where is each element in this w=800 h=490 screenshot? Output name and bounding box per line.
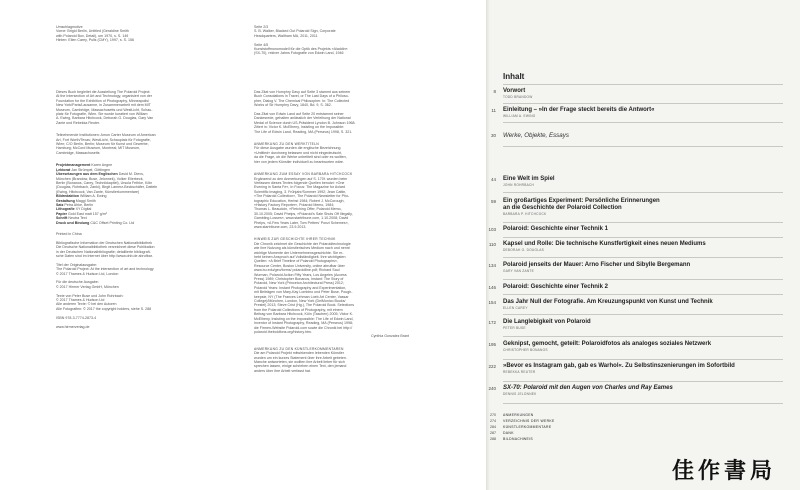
technik-note [254, 242, 429, 335]
text-line: Texte von Peter Buse und John Rohrbach: [56, 293, 124, 298]
toc-entry-title: Kapsel und Rolle: Die technische Kunstfertigkeit eines neuen Mediums [503, 241, 706, 247]
credit-value: Maggi Smith [75, 198, 96, 203]
toc-entry-title: »Bevor es Instagram gab, gab es Warhol«. Zu Selbstinszenierungen im Sofortbild [503, 363, 735, 369]
text-line: die Firmen-Website Polaroid.com sowie die Chronik bei http:// [254, 325, 353, 330]
toc-page-number: 270 [490, 413, 496, 417]
text-line: Zante und Rebekka Reuter. [56, 120, 100, 125]
toc-entry-title: Vorwort [503, 88, 526, 94]
text-line: tographic Education, Herbst 1984; Robert J. McCorough, [254, 198, 345, 203]
toc-section-title: Werke, Objekte, Essays [503, 132, 569, 139]
credit-value: David M. Dievs, [118, 172, 144, 177]
text-line: Prestel) 2013; Steve Crist (Hg.), The Polaroid Book. Selections [254, 303, 355, 308]
credit-label: Druck und Bindung [56, 220, 90, 225]
text-line: Hamburg; McCord Museum, Montreal; MIT Museum, [56, 146, 141, 151]
kuenstler-note [254, 351, 429, 373]
page-image-notes [254, 25, 414, 56]
text-line: Inventor of Instant Photography, Reading, MA (Perseus) 1998; [254, 321, 354, 326]
text-line: sprechen lassen, einige schrieben einen Text, den jemand [254, 364, 347, 369]
toc-page-number: 288 [490, 437, 496, 441]
text-line: Wurman, Polaroid Action Fifty Years, Los Angeles (Access [254, 272, 347, 277]
toc-entry-title: Polaroid jenseits der Mauer: Arno Fischer und Sibylle Bergemann [503, 262, 691, 268]
text-line: Thomas L. Beaudoin, »Fletching Offer, Polaroid Memo, [254, 207, 342, 212]
text-line: hebt keinen Anspruch auf Vollständigkeit. Ihre wichtigsten [254, 255, 346, 259]
text-line: Dankesrede, gehalten anlässlich der Verleihung der National [254, 116, 351, 121]
credit-value: Karen Angne [91, 163, 113, 168]
toc-entry-title: Polaroid: Geschichte einer Technik 1 [503, 226, 608, 232]
credit-value: (Douglas, Rohrbach, Zanki), Birgit Lamerz-Beckschäfer, Datteln [56, 185, 158, 190]
text-line: anders über ihre Arbeit verfasst hat. [254, 368, 311, 373]
toc-page-number: 240 [488, 386, 496, 391]
text-line: »Untitled« durchweg belassen und nicht eingedeutscht, [254, 150, 343, 155]
toc-divider [503, 359, 783, 360]
hitchcock-note [254, 177, 429, 230]
credit-label: Satz [56, 202, 64, 207]
text-line: da die Frage, ob die Werke unbetitelt sind oder es wollten, [254, 155, 347, 160]
toc-entry-author: REBEKKA REUTER [503, 370, 536, 375]
text-line: Die am Polaroid Projekt mitwirkenden lebenden Künstler [254, 351, 344, 356]
toc-page-number: 110 [488, 242, 496, 247]
toc-appendix-title: ANMERKUNGEN [503, 413, 534, 417]
credit-value: Jan Strümpel, Göttingen [71, 167, 110, 172]
text-line: wie ihre Nutzung als künstlerisches Medium nach und nennt [254, 246, 350, 251]
toc-appendix-title: KÜNSTLERKOMMENTARE [503, 425, 552, 429]
text-line: © 2017 Hirmer Verlag GmbH, München [56, 284, 119, 289]
toc-entry-title: Die Langlebigkeit von Polaroid [503, 319, 591, 325]
text-line: Polaroid, New York (Princeton Architectural Press) 2012; [254, 281, 344, 286]
text-line: Hinten: Ellen Carey, Pulls (CMY), 1997, s. S. 156 [56, 38, 135, 43]
text-line: Dieses Buch begleitet die Ausstellung The Polaroid Project: [56, 90, 151, 94]
text-line: from the Polaroid Collections of Photography, mit einem [254, 307, 343, 312]
text-line: mit Beiträgen von Mary-Kay Lombino und Peter Buse, Pough- [254, 290, 353, 295]
credit-value: William A. Ewing [79, 194, 107, 199]
text-line: Seite 2/3 [254, 25, 269, 29]
toc-divider [503, 237, 783, 238]
credit-value: XY Digital [75, 207, 92, 212]
credit-label: Schrift [56, 216, 68, 221]
credit-label: Papier [56, 211, 67, 216]
text-line: The Life of Edwin Land, Reading, MA (Perseus) 1998, S. 321. [254, 129, 353, 134]
toc-divider [503, 257, 783, 258]
text-line: platz für Fotografie, Wien. Sie wurde kuratiert von William [56, 112, 148, 117]
toc-divider [503, 222, 783, 223]
text-line: in der Deutschen Nationalbibliografie; detaillierte bibliografi- [56, 249, 151, 254]
toc-entry-title: Polaroid: Geschichte einer Technik 2 [503, 284, 608, 290]
text-line: At the Intersection of Art and Technology, organisiert von der [56, 94, 152, 99]
text-line: Das Zitat von Humphry Davy auf Seite 3 stammt aus seinem [254, 90, 351, 94]
text-line: Wien; C/O Berlin, Berlin; Museum für Kunst und Gewerbe, [56, 142, 149, 147]
text-line: Vorne: Brigid Berlin, Untitled (Geraldine Smith [56, 29, 129, 34]
text-line: Die Chronik zeichnet die Geschichte der Polaroidtechnologie [254, 241, 351, 246]
text-line: Seite 4/5 [254, 42, 269, 47]
text-line: Quellen: »A Brief Timeline of Polaroid Photographs«, [254, 259, 338, 264]
text-line: Ergänzend zu den Anmerkungen auf S. 170f. wurden beim [254, 176, 348, 181]
toc-entry-title: Eine Welt im Spiel [503, 176, 555, 182]
toc-entry-author: DEBORAH G. DOUGLAS [503, 248, 544, 253]
toc-entry-author: ELLEN CAREY [503, 306, 528, 311]
toc-divider [503, 381, 783, 382]
text-line: wichtige Momente der Unternehmensgeschichte. Sie er- [254, 250, 344, 255]
text-line: Kunststoffmonomodell für die Optik des Projekts »Aladdin« [254, 47, 348, 52]
text-line: www.bu.edu/geo/forms/ polaroidline.pdf; Richard Saul [254, 268, 340, 273]
toc-page-number: 195 [488, 342, 496, 347]
toc-page-number: 154 [488, 300, 496, 305]
text-line: Printed in China [56, 231, 82, 236]
text-line: Buch Consolations in Travel, or The Last Days of a Philoso- [254, 94, 349, 99]
text-line: Resource Center, Boston University, online abrufbar über [254, 263, 345, 268]
text-line: Works of Sir Humphry Davy, 1840, Bd. 9, S. 362. [254, 103, 332, 108]
section-heading: ANMERKUNG ZUM ESSAY VON BARBARA HITCHCOCK [254, 172, 353, 177]
toc-divider [503, 403, 783, 404]
toc-entry-author: DENNIS JELONNEK [503, 392, 537, 397]
toc-divider [503, 103, 783, 104]
text-line: Titel der Originalausgabe: [56, 262, 98, 267]
text-line: ISBN 978-3-7774-2873-4 [56, 315, 97, 320]
text-line: Cambridge, Massachusetts [56, 150, 100, 155]
credit-value: Gold East matt 157 g/m² [68, 211, 107, 216]
imprint-column-left [56, 90, 226, 329]
text-line: Press) 1989; Christopher Bonanos, Instant: The Story of [254, 277, 344, 282]
credit-label: Gestaltung [56, 198, 75, 203]
toc-entry-author: PETER BUSE [503, 326, 526, 331]
toc-appendix-title: VERZEICHNIS DER WERKE [503, 419, 555, 423]
text-line: Alle Fotografien: © 2017 the copyright holders, siehe S. 288 [56, 306, 152, 311]
credit-label: Projektmanagement [56, 163, 91, 168]
text-line: Medal of Science durch US-Präsident Lyndon B. Johnson 1968. [254, 120, 356, 125]
credit-value: Neutra Text [68, 216, 87, 221]
participating-institutions [56, 133, 226, 155]
toc-page-number: 146 [488, 285, 496, 290]
toc-divider [503, 84, 783, 85]
toc-page-number: 44 [490, 177, 496, 182]
text-line: www.startribune.com, 23.9.2013. [254, 224, 307, 229]
section-heading: ANMERKUNG ZU DEN KÜNSTLERKOMMENTAREN [254, 346, 344, 351]
author-signature: Cynthia Gonzalez Brant [371, 334, 409, 339]
toc-entry-title: Das Jahr Null der Fotografie. Am Kreuzungspunkt von Kunst und Technik [503, 299, 713, 305]
text-line: © 2017 Thames & Hudson Ltd [56, 298, 105, 303]
text-line: Die Deutsche Nationalbibliothek verzeichnet diese Publikation [56, 245, 155, 250]
text-line: Evening in Santa Fe«, In Focus: The Magazine for Axlard [254, 185, 346, 190]
text-line: Bibliografische Information der Deutschen Nationalbibliothek [56, 240, 153, 245]
text-line: A. Ewing, Barbara Hitchcock, Deborah G. Douglas, Gary Van [56, 116, 154, 121]
toc-entry-title-continued: an die Geschichte der Polaroid Collection [503, 204, 622, 211]
text-line: wurden um ein kurzes Statement über ihre Arbeit gebeten. [254, 355, 347, 360]
text-line: Phelps, »A Few Years Later, Tom Petters' Ponzi Schemes«, [254, 220, 349, 225]
toc-page-number: 59 [490, 199, 496, 204]
quote-sources [254, 90, 429, 134]
text-line: Art, Fort Worth/Texas; WestLicht, Schauplatz für Fotografie, [56, 137, 151, 142]
text-line: Beitrag von Barbara Hitchcock, Köln (Taschen) 2005; Victor K. [254, 312, 354, 317]
toc-divider [503, 314, 783, 315]
toc-divider [503, 336, 783, 337]
toc-entry-title: Einleitung – »In der Frage steckt bereits die Antwort« [503, 107, 655, 113]
toc-entry-title: Ein großartiges Experiment: Persönliche Erinnerungen [503, 198, 660, 204]
toc-entry-author: CHRISTOPHER BONANOS [503, 348, 548, 353]
text-line: Foundation for the Exhibition of Photography, Minneapolis/ [56, 98, 150, 103]
toc-appendix-title: BILDNACHWEIS [503, 437, 534, 441]
text-line: www.hirmerverlag.de [56, 324, 90, 329]
text-line: College)/München, London, New York (DelMonico Books/ [254, 299, 346, 304]
toc-divider [503, 279, 783, 280]
toc-entry-author: WILLIAM A. EWING [503, 114, 536, 119]
text-line: »History Factory Reporter«, Polaroid Memo, 1984; [254, 202, 335, 207]
toc-divider [503, 122, 783, 123]
toc-page-number: 222 [488, 364, 496, 369]
credit-value: München (Brandow, Buse, Jelonnek), Volker Ellerbeck, [56, 176, 144, 181]
credit-value: Berlin (Bonanos, Carey, Technikkapitel), Ursula Fethke, Köln [56, 180, 153, 185]
toc-page-number: 274 [490, 419, 496, 423]
exhibition-intro [56, 90, 226, 125]
toc-entry-author: TODD BRANDOW [503, 95, 533, 100]
toc-title: Inhalt [503, 72, 525, 81]
cover-motif-notes [56, 25, 216, 43]
text-line: keepsie, NY (The Frances Lehman Loeb Art Center, Vassar [254, 294, 349, 299]
section-heading: HINWEIS ZUR GESCHICHTE IHRER TECHNIK [254, 237, 336, 242]
toc-entry-author: BARBARA P. HITCHCOCK [503, 212, 547, 217]
text-line: Umschlagmotive [56, 25, 83, 29]
text-line: (SX-70), rekiver Jahns Fotografie von Edwin Land, 1946 [254, 51, 344, 56]
credit-label: Lithografie [56, 207, 75, 212]
credit-label: Übersetzungen aus dem Englischen [56, 172, 118, 177]
text-line: Verfassen dieses Textes folgende Quellen benutzt: »One [254, 180, 345, 185]
toc-page-number: 30 [490, 133, 496, 138]
toc-page-number: 134 [488, 263, 496, 268]
text-line: Museum, Cambridge, Massachusetts und WestLicht, Schau- [56, 107, 153, 112]
credit-value: Petra Ahke, Berlin [64, 202, 94, 207]
toc-page-number: 284 [490, 425, 496, 429]
text-line: pher, Dialog V. The Chemical Philosopher. In: The Collected [254, 98, 350, 103]
toc-divider [503, 146, 783, 147]
text-line: The Polaroid Project: At the intersection of art and technology [56, 267, 154, 272]
toc-page-number: 287 [490, 431, 496, 435]
text-line: Für die deutsche Ausgabe: [56, 280, 99, 285]
werktitel-note [254, 146, 429, 164]
credit-label: Lektorat [56, 167, 71, 172]
text-line: »The Polaroid Collection«, The Polaroid Newsletter for Pho- [254, 194, 350, 199]
text-line: Scientific Imaging, 3. Frühjahr/Sommer 1992; Jean Cattin, [254, 189, 347, 194]
text-line: Polaroid Years: Instant Photography and Experimentation, [254, 285, 347, 290]
imprint-column-right [254, 90, 429, 373]
text-line: Alle anderen Texte: © bei den Autoren [56, 302, 117, 307]
text-line: hier von jedem Künstler individuell zu beantworten wäre. [254, 159, 344, 164]
toc-page-number: 172 [488, 320, 496, 325]
toc-entry-title: Geknipst, gemocht, geteilt: Polaroidfotos als analoges soziales Netzwerk [503, 341, 712, 347]
toc-divider [503, 294, 783, 295]
text-line: Headquarters, Waltham MA, 2011, 2011 [254, 33, 318, 38]
bibliographic-info [56, 232, 226, 329]
toc-page-number: 8 [493, 89, 496, 94]
text-line: Gambling Losses«, www.startribune.com, 1.10.2008; David [254, 216, 349, 221]
text-line: S. B. Walker, Blacked Out Polaroid Sign, Corporate [254, 29, 336, 34]
credits-list [56, 163, 226, 225]
text-line: 30.10.2005; David Phelps, »Polaroid's Sale Shuts Off Illegally, [254, 211, 353, 216]
credit-value: (Ewing, Hitchcock, Van Zante, Künstlerkommentare) [56, 189, 140, 194]
text-line: McElheny, Insisting on the Impossible: The Life of Edwin Land, [254, 316, 354, 321]
section-heading: ANMERKUNG ZU DEN WERKTITELN [254, 142, 319, 147]
text-line: with Polaroid Box, Detail), um 1970, s. S. 149 [56, 33, 129, 38]
text-line: Teilnehmende Institutionen: Amon Carter Museum of American [56, 133, 156, 138]
bookstore-watermark: 佳作書局 [672, 459, 777, 484]
toc-page-number: 103 [488, 227, 496, 232]
toc-entry-author: JOHN ROHRBACH [503, 183, 535, 188]
credit-value: C&C Offset Printing Co. Ltd [90, 220, 135, 225]
toc-appendix-title: DANK [503, 431, 514, 435]
text-line: New York/Paris/Lausanne, in Zusammenarbeit mit dem MIT [56, 103, 151, 108]
credit-label: Bildredaktion [56, 194, 79, 199]
toc-divider [503, 192, 783, 193]
text-line: polaroid.theboldfons.org/history.htm. [254, 329, 312, 334]
toc-page-number: 11 [491, 108, 496, 113]
text-line: © 2017 Thames & Hudson Ltd, London [56, 271, 119, 276]
text-line: Für diese Ausgabe wurden die englische Bezeichnung [254, 146, 341, 151]
text-line: Manche antworteten, sie wollten ihre Arbeit lieber für sich [254, 359, 345, 364]
toc-entry-title: SX-70: Polaroid mit den Augen von Charles und Ray Eames [503, 385, 673, 391]
text-line: Zitiert in: Victor K. McElheny, Insisting on the Impossible: [254, 125, 345, 130]
text-line: Das Zitat von Edwin Land auf Seite 20 entstammt seiner [254, 112, 344, 117]
text-line: sche Daten sind im Internet über http://www.dnb.de abrufbar. [56, 254, 153, 258]
toc-entry-author: GARY VAN ZANTE [503, 269, 534, 274]
